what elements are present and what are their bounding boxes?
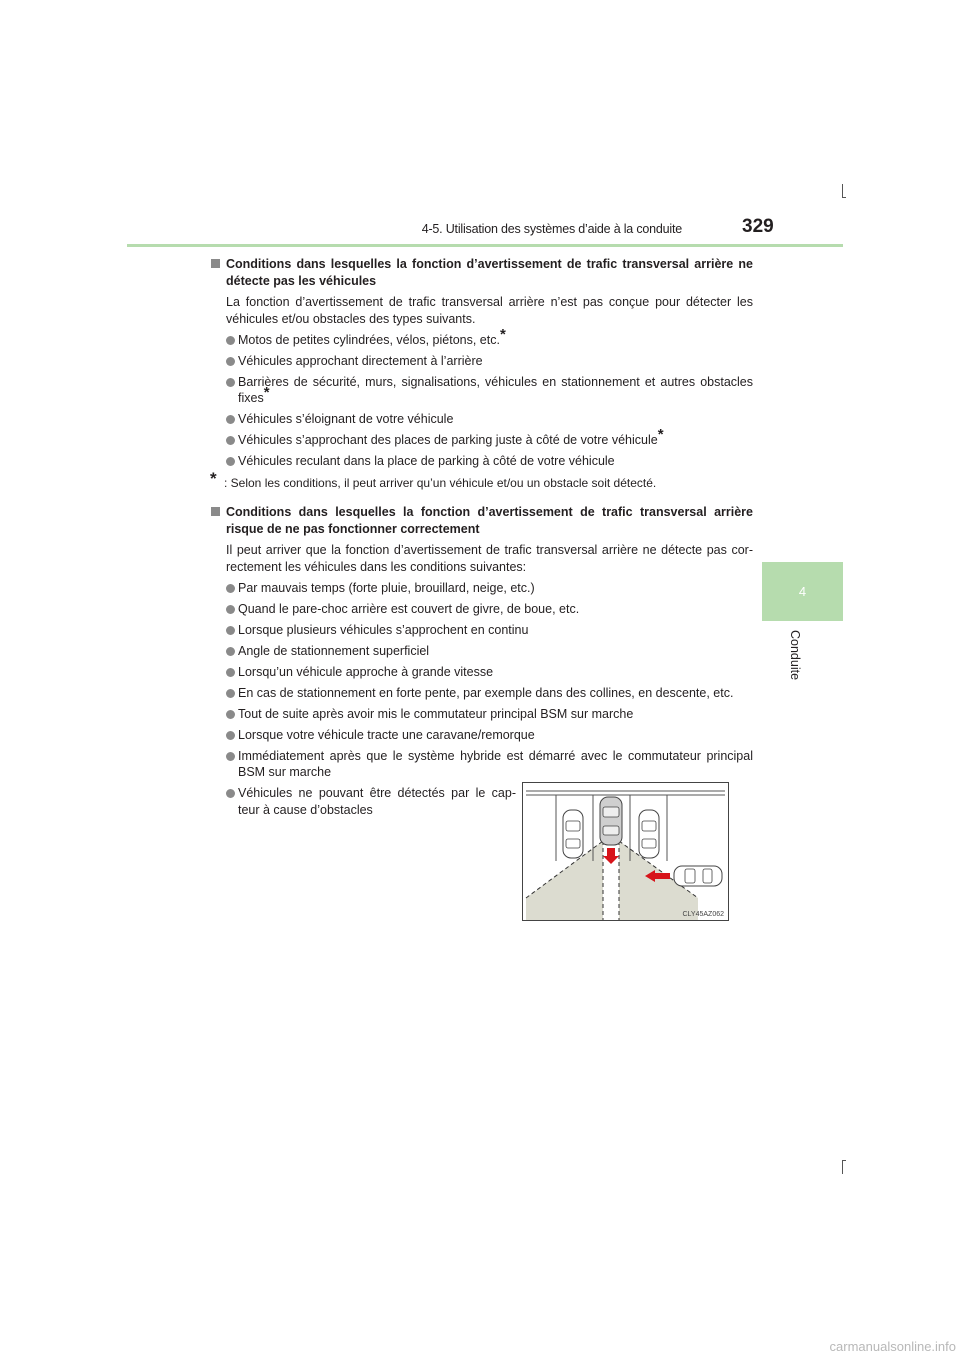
footnote-marker: * (499, 325, 506, 343)
list-item-text: Véhicules ne pouvant être détectés par le cap- teur à cause d’obstacles (238, 786, 516, 817)
list-item-text: Véhicules reculant dans la place de parking à côté de votre véhicule (238, 454, 615, 468)
footnote-text: : Selon les conditions, il peut arriver qu’un véhicule et/ou un obstacle soit détecté. (224, 475, 657, 490)
list-item (226, 622, 753, 639)
list-item-text: Lorsqu’un véhicule approche à grande vitesse (238, 664, 494, 679)
round-bullet-icon (226, 436, 235, 445)
page-content (210, 256, 753, 818)
round-bullet-icon (226, 789, 235, 798)
car-own-vehicle (600, 797, 622, 845)
crop-mark-top (842, 184, 843, 198)
figure-code: CLY45AZ062 (682, 911, 724, 918)
list-item-text: Par mauvais temps (forte pluie, brouillard, neige, etc.) (238, 580, 535, 595)
list-item (226, 580, 753, 597)
list-item (226, 353, 753, 370)
footnote-marker: * (263, 383, 270, 401)
round-bullet-icon (226, 457, 235, 466)
footnote (210, 468, 753, 492)
list-item-text: Véhicules s’approchant des places de parking juste à côté de votre véhicule (238, 433, 658, 447)
list-item (226, 411, 753, 428)
list-item-text: Lorsque votre véhicule tracte une caravane/remorque (238, 727, 535, 742)
header-divider (127, 244, 843, 247)
round-bullet-icon (226, 357, 235, 366)
bullet-list-not-detected (210, 325, 753, 470)
list-item-text: Barrières de sécurité, murs, signalisations, véhicules en stationnement et autres obstacles fixes (238, 374, 753, 405)
round-bullet-icon (226, 415, 235, 424)
car-parked-right (639, 810, 659, 858)
chapter-tab[interactable] (762, 562, 843, 621)
list-item (226, 425, 753, 449)
list-item (226, 664, 753, 681)
list-item (226, 325, 753, 349)
parking-diagram (523, 783, 728, 920)
list-item (226, 706, 753, 723)
section-header-title: 4-5. Utilisation des systèmes d’aide à la conduite (421, 222, 682, 236)
section-heading-text: Conditions dans lesquelles la fonction d’avertissement de trafic transversal arrière risque de ne pas fonctionner correctement (226, 505, 753, 536)
section-intro: La fonction d’avertissement de trafic transversal arrière n’est pas conçue pour détecter les véhicules et/ou obstacles des types suivants. (226, 295, 753, 326)
list-item-text: Tout de suite après avoir mis le commutateur principal BSM sur marche (238, 706, 634, 721)
list-item-text: Angle de stationnement superficiel (238, 643, 430, 658)
list-item-text: Véhicules s’éloignant de votre véhicule (238, 412, 454, 426)
list-item (226, 785, 516, 818)
round-bullet-icon (226, 710, 235, 719)
list-item (226, 453, 753, 470)
round-bullet-icon (226, 731, 235, 740)
footnote-marker: * (657, 425, 664, 443)
list-item (226, 748, 753, 781)
round-bullet-icon (226, 752, 235, 761)
crop-mark-bottom (842, 1160, 843, 1174)
round-bullet-icon (226, 605, 235, 614)
chapter-label: Conduite (788, 630, 802, 681)
section-heading-text: Conditions dans lesquelles la fonction d’avertissement de trafic transversal arrière ne détecte pas les véhicules (226, 257, 753, 288)
parking-diagram-figure (522, 782, 729, 921)
round-bullet-icon (226, 689, 235, 698)
section-heading-malfunction (210, 504, 753, 537)
list-item (226, 643, 753, 660)
car-parked-left (563, 810, 583, 858)
list-item (226, 727, 753, 744)
list-item-text: En cas de stationnement en forte pente, par exemple dans des collines, en descente, etc. (238, 685, 734, 700)
round-bullet-icon (226, 647, 235, 656)
car-approaching (674, 866, 722, 886)
round-bullet-icon (226, 626, 235, 635)
page-number: 329 (742, 216, 774, 237)
section-heading-not-detected (210, 256, 753, 289)
round-bullet-icon (226, 584, 235, 593)
list-item-text: Lorsque plusieurs véhicules s’approchent en continu (238, 622, 529, 637)
round-bullet-icon (226, 378, 235, 387)
list-item-text: Quand le pare-choc arrière est couvert de givre, de boue, etc. (238, 601, 580, 616)
round-bullet-icon (226, 668, 235, 677)
list-item (226, 374, 753, 407)
list-item (226, 685, 753, 702)
square-bullet-icon (211, 259, 220, 268)
list-item (226, 601, 753, 618)
list-item-text: Véhicules approchant directement à l’arrière (238, 353, 483, 368)
chapter-number: 4 (798, 584, 807, 599)
list-item-text: Motos de petites cylindrées, vélos, piétons, etc. (238, 332, 500, 347)
watermark: carmanualsonline.info (829, 1339, 956, 1354)
arrow-down-icon (603, 848, 619, 864)
list-item-text: Immédiatement après que le système hybride est démarré avec le commutateur principal BSM sur marche (238, 748, 753, 779)
round-bullet-icon (226, 336, 235, 345)
square-bullet-icon (211, 507, 220, 516)
section-intro: Il peut arriver que la fonction d’avertissement de trafic transversal arrière ne détecte pas cor- rectement les véhicules dans les conditions suivantes: (226, 543, 753, 574)
footnote-star: * (210, 468, 217, 488)
